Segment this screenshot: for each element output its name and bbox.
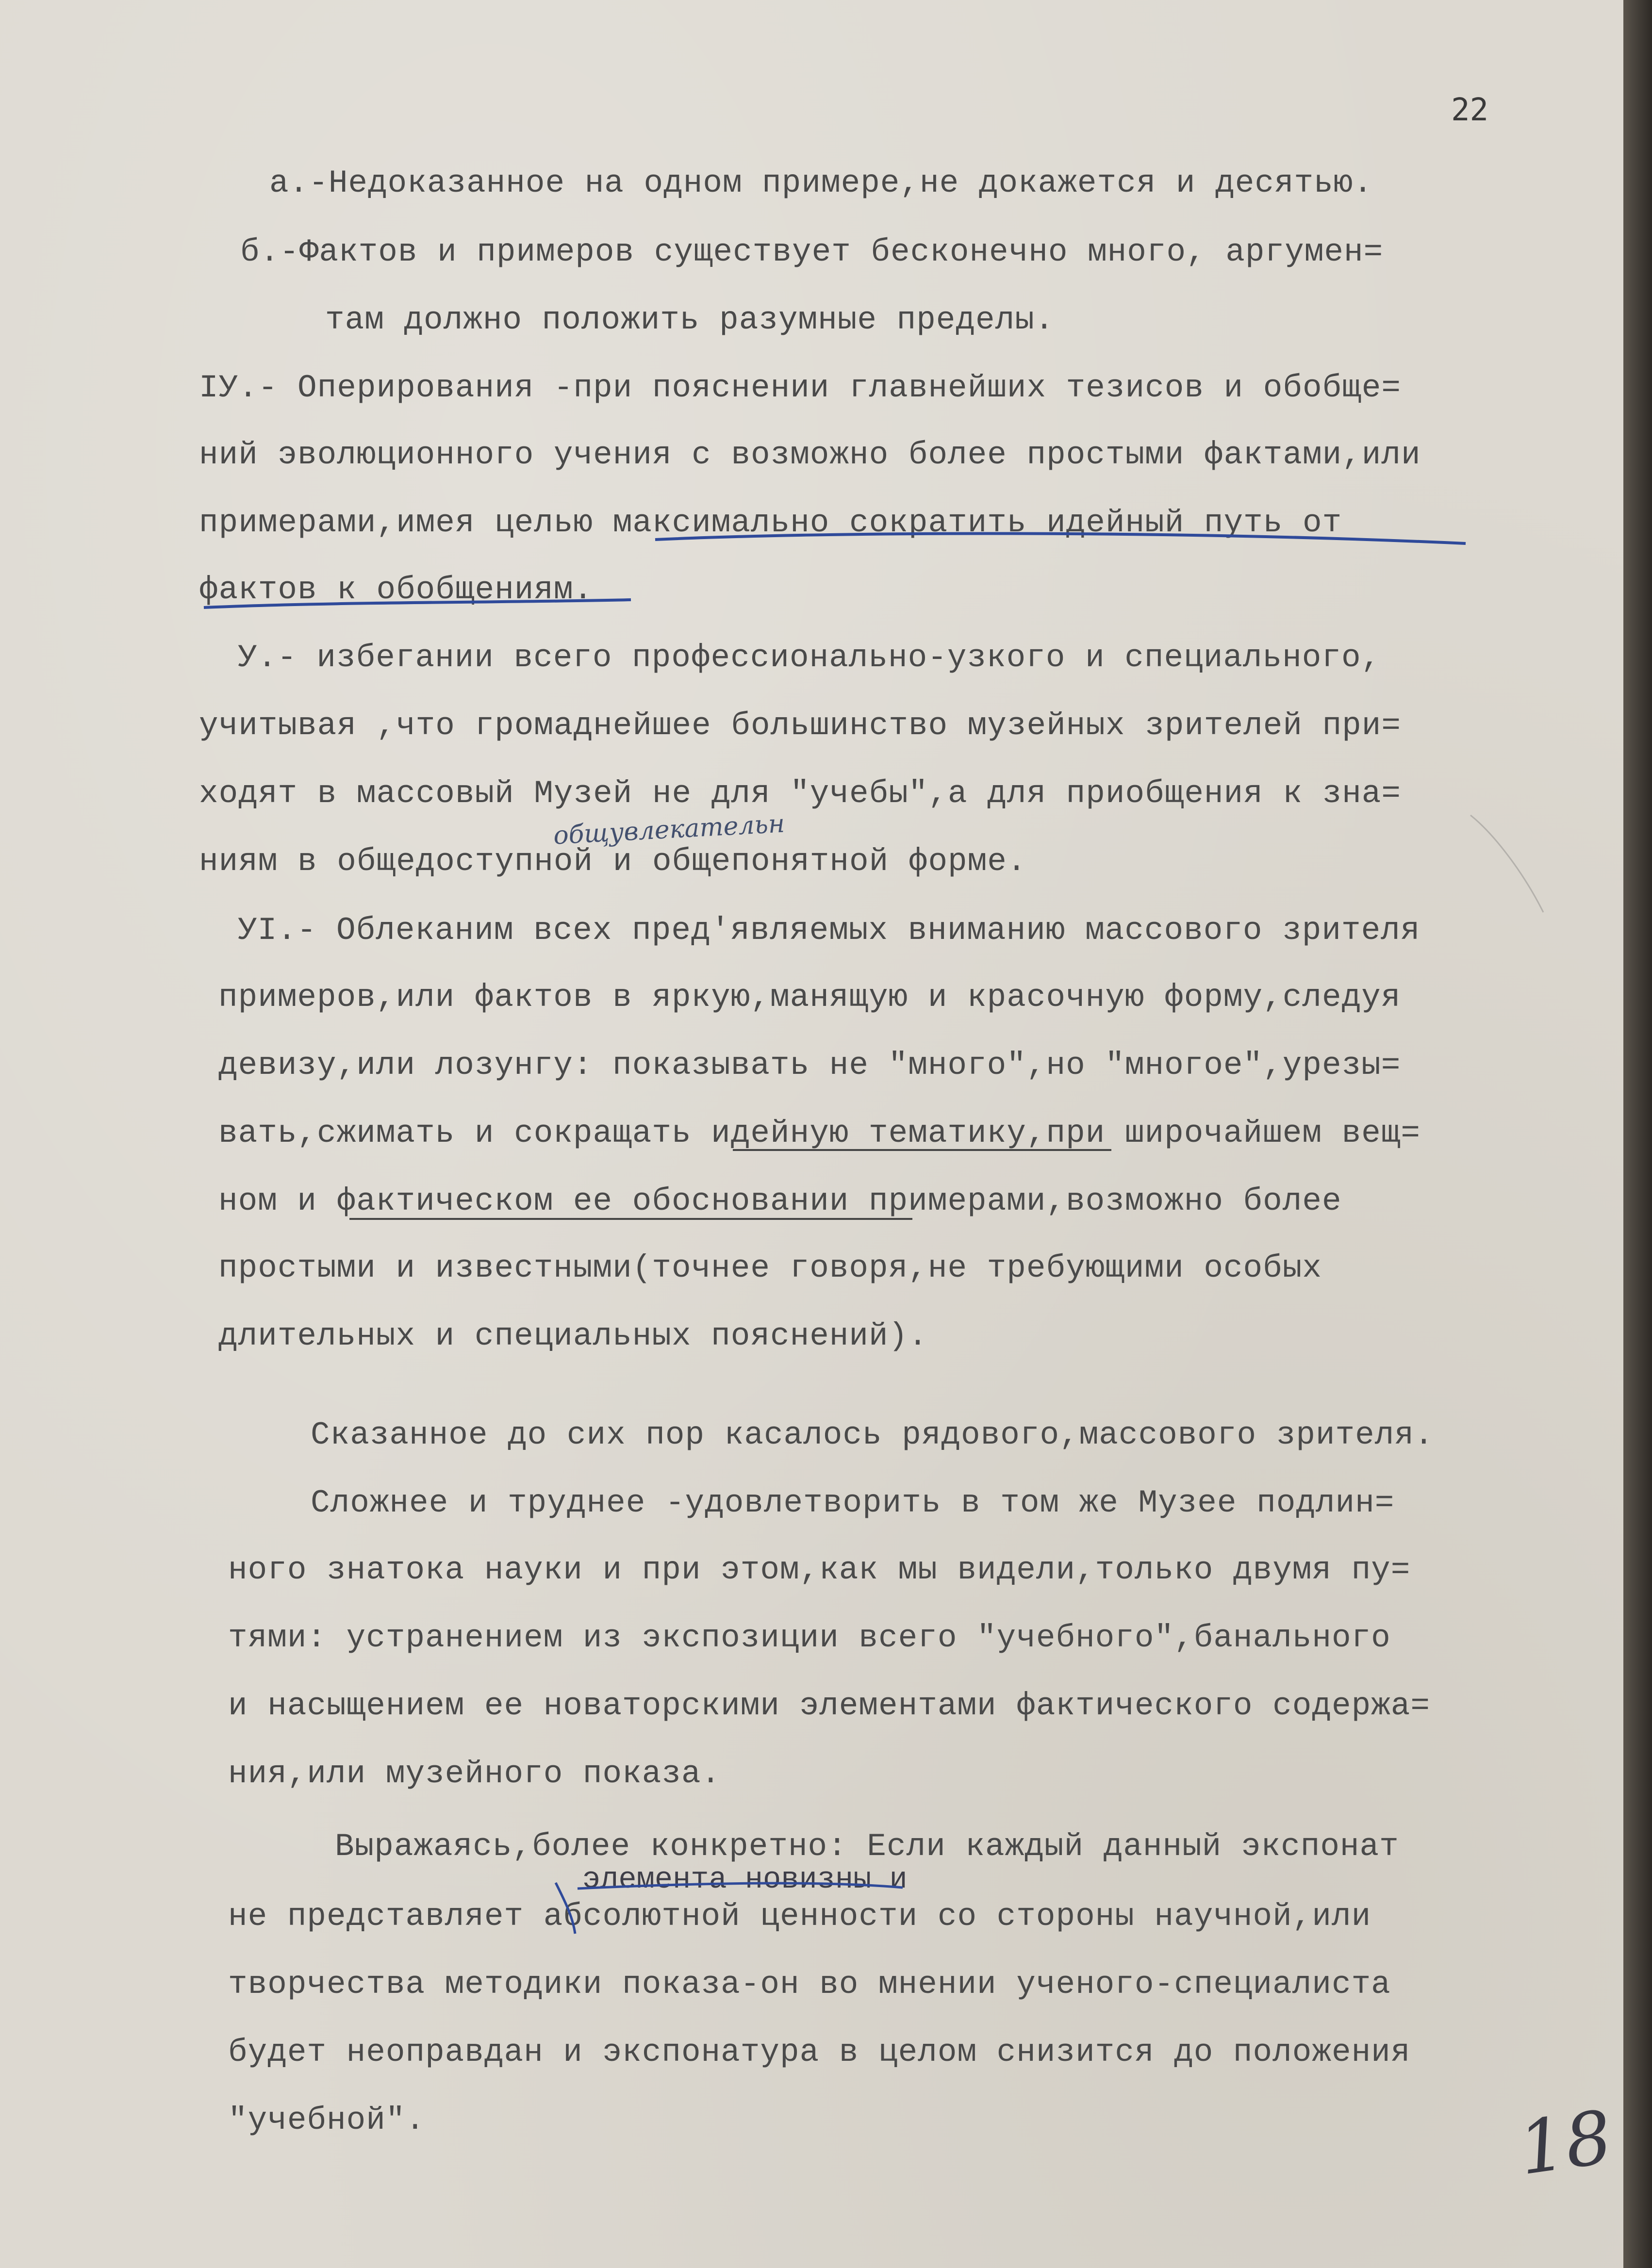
text-line: IУ.- Оперирования -при пояснении главнейших тезисов и обобще= xyxy=(199,370,1401,406)
text-line: тями: устранением из экспозиции всего "учебного",банального xyxy=(228,1620,1391,1656)
text-line: вать,сжимать и сокращать идейную тематику,при широчайшем вещ= xyxy=(218,1115,1421,1151)
text-line: простыми и известными(точнее говоря,не требующими особых xyxy=(218,1250,1322,1286)
text-line: Сказанное до сих пор касалось рядового,массового зрителя. xyxy=(311,1417,1434,1453)
underline-mark xyxy=(578,1883,903,1889)
handwritten-insert: общувлекательн xyxy=(552,809,786,851)
page-number: 22 xyxy=(1451,92,1489,128)
underline-mark xyxy=(1470,815,1543,912)
text-line: ном и фактическом ее обосновании примерами,возможно более xyxy=(218,1183,1342,1219)
text-line: ходят в массовый Музей не для "учебы",а для приобщения к зна= xyxy=(199,775,1401,812)
text-line: длительных и специальных пояснений). xyxy=(218,1318,928,1354)
underline-mark xyxy=(655,533,1466,543)
text-line: "учебной". xyxy=(228,2102,426,2138)
text-line: УI.- Облеканим всех пред'являемых вниманию массового зрителя xyxy=(238,912,1421,949)
text-line: ниям в общедоступной и общепонятной форме. xyxy=(199,843,1027,880)
text-line: будет неоправдан и экспонатура в целом снизится до положения xyxy=(228,2034,1411,2071)
typed-insert: элемента новизны и xyxy=(582,1862,908,1897)
text-line: ния,или музейного показа. xyxy=(228,1756,721,1792)
underline-mark xyxy=(204,600,631,608)
text-line: творчества методики показа-он во мнении ученого-специалиста xyxy=(228,1966,1391,2003)
text-line: ного знатока науки и при этом,как мы видели,только двумя пу= xyxy=(228,1552,1411,1588)
text-line: и насыщением ее новаторскими элементами фактического содержа= xyxy=(228,1688,1430,1724)
text-line: девизу,или лозунгу: показывать не "много",но "многое",урезы= xyxy=(218,1047,1401,1084)
text-line: У.- избегании всего профессионально-узкого и специального, xyxy=(238,640,1381,676)
text-line: там должно положить разумные пределы. xyxy=(325,302,1055,338)
folio-number: 18 xyxy=(1513,2095,1618,2192)
insertion-caret xyxy=(556,1883,575,1934)
text-line: примерами,имея целью максимально сократить идейный путь от xyxy=(199,505,1342,541)
text-line: примеров,или фактов в яркую,манящую и красочную форму,следуя xyxy=(218,979,1401,1016)
text-line: не представляет абсолютной ценности со стороны научной,или xyxy=(228,1898,1371,1935)
text-line: Выражаясь,более конкретно: Если каждый данный экспонат xyxy=(335,1828,1399,1865)
text-line: Сложнее и труднее -удовлетворить в том же Музее подлин= xyxy=(311,1485,1395,1521)
text-line: б.-Фактов и примеров существует бесконечно много, аргумен= xyxy=(240,234,1384,270)
text-line: ний эволюционного учения с возможно более простыми фактами,или xyxy=(199,437,1421,473)
text-line: учитывая ,что громаднейшее большинство музейных зрителей при= xyxy=(199,707,1401,744)
text-line: фактов к обобщениям. xyxy=(199,572,594,608)
text-line: а.-Недоказанное на одном примере,не докажется и десятью. xyxy=(269,165,1373,201)
